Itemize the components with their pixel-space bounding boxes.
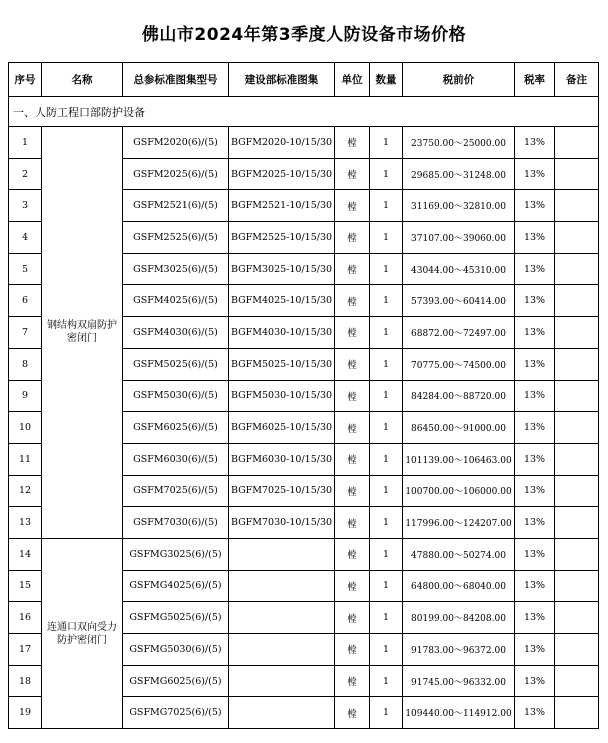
cell-remark (555, 602, 599, 634)
cell-remark (555, 697, 599, 729)
cell-price: 43044.00～45310.00 (403, 253, 515, 285)
cell-price: 117996.00～124207.00 (403, 507, 515, 539)
cell-unit: 樘 (335, 190, 370, 222)
cell-remark (555, 348, 599, 380)
header-unit: 单位 (335, 63, 370, 97)
cell-std: BGFM3025-10/15/30 (229, 253, 335, 285)
cell-std: BGFM4030-10/15/30 (229, 317, 335, 349)
cell-seq: 18 (9, 665, 42, 697)
cell-model: GSFMG5030(6)/(5) (123, 634, 229, 666)
cell-seq: 2 (9, 158, 42, 190)
cell-tax-rate: 13% (515, 697, 555, 729)
cell-std (229, 570, 335, 602)
cell-remark (555, 127, 599, 159)
cell-unit: 樘 (335, 697, 370, 729)
cell-tax-rate: 13% (515, 317, 555, 349)
cell-unit: 樘 (335, 348, 370, 380)
cell-unit: 樘 (335, 253, 370, 285)
cell-model: GSFM7030(6)/(5) (123, 507, 229, 539)
cell-price: 80199.00～84208.00 (403, 602, 515, 634)
cell-remark (555, 222, 599, 254)
cell-tax-rate: 13% (515, 412, 555, 444)
cell-price: 68872.00～72497.00 (403, 317, 515, 349)
cell-tax-rate: 13% (515, 634, 555, 666)
cell-price: 70775.00～74500.00 (403, 348, 515, 380)
cell-seq: 7 (9, 317, 42, 349)
cell-qty: 1 (370, 127, 403, 159)
section-title: 一、人防工程口部防护设备 (9, 97, 599, 127)
cell-unit: 樘 (335, 475, 370, 507)
cell-remark (555, 317, 599, 349)
header-ministry-std: 建设部标准图集 (229, 63, 335, 97)
cell-qty: 1 (370, 475, 403, 507)
cell-qty: 1 (370, 317, 403, 349)
page-title: 佛山市2024年第3季度人防设备市场价格 (141, 25, 467, 45)
cell-tax-rate: 13% (515, 222, 555, 254)
cell-unit: 樘 (335, 570, 370, 602)
cell-remark (555, 253, 599, 285)
cell-std: BGFM7030-10/15/30 (229, 507, 335, 539)
cell-qty: 1 (370, 222, 403, 254)
cell-price: 91783.00～96372.00 (403, 634, 515, 666)
cell-qty: 1 (370, 158, 403, 190)
cell-model: GSFM2020(6)/(5) (123, 127, 229, 159)
cell-qty: 1 (370, 380, 403, 412)
cell-unit: 樘 (335, 317, 370, 349)
cell-price: 101139.00～106463.00 (403, 443, 515, 475)
table-row (9, 538, 599, 570)
cell-seq: 13 (9, 507, 42, 539)
cell-seq: 12 (9, 475, 42, 507)
cell-std: BGFM4025-10/15/30 (229, 285, 335, 317)
cell-unit: 樘 (335, 127, 370, 159)
cell-remark (555, 634, 599, 666)
cell-qty: 1 (370, 253, 403, 285)
cell-seq: 16 (9, 602, 42, 634)
cell-model: GSFM3025(6)/(5) (123, 253, 229, 285)
cell-model: GSFM5030(6)/(5) (123, 380, 229, 412)
header-row (9, 63, 599, 97)
cell-qty: 1 (370, 538, 403, 570)
cell-seq: 15 (9, 570, 42, 602)
header-name: 名称 (42, 63, 123, 97)
cell-tax-rate: 13% (515, 158, 555, 190)
header-general-model: 总参标准图集型号 (123, 63, 229, 97)
cell-seq: 9 (9, 380, 42, 412)
cell-seq: 6 (9, 285, 42, 317)
cell-model: GSFM4025(6)/(5) (123, 285, 229, 317)
section-row (9, 97, 599, 127)
cell-unit: 樘 (335, 538, 370, 570)
cell-std (229, 665, 335, 697)
cell-price: 84284.00～88720.00 (403, 380, 515, 412)
cell-std: BGFM5025-10/15/30 (229, 348, 335, 380)
price-table (8, 62, 599, 729)
cell-tax-rate: 13% (515, 538, 555, 570)
cell-std: BGFM6030-10/15/30 (229, 443, 335, 475)
cell-tax-rate: 13% (515, 285, 555, 317)
cell-model: GSFM7025(6)/(5) (123, 475, 229, 507)
cell-model: GSFM6025(6)/(5) (123, 412, 229, 444)
cell-price: 91745.00～96332.00 (403, 665, 515, 697)
cell-tax-rate: 13% (515, 602, 555, 634)
cell-unit: 樘 (335, 665, 370, 697)
cell-seq: 8 (9, 348, 42, 380)
cell-price: 64800.00～68040.00 (403, 570, 515, 602)
cell-qty: 1 (370, 443, 403, 475)
cell-qty: 1 (370, 665, 403, 697)
header-qty: 数量 (370, 63, 403, 97)
cell-price: 23750.00～25000.00 (403, 127, 515, 159)
cell-remark (555, 380, 599, 412)
cell-seq: 1 (9, 127, 42, 159)
cell-unit: 樘 (335, 158, 370, 190)
cell-price: 31169.00～32810.00 (403, 190, 515, 222)
cell-qty: 1 (370, 570, 403, 602)
cell-unit: 樘 (335, 380, 370, 412)
cell-unit: 樘 (335, 285, 370, 317)
cell-qty: 1 (370, 190, 403, 222)
cell-qty: 1 (370, 412, 403, 444)
cell-unit: 樘 (335, 507, 370, 539)
cell-model: GSFMG6025(6)/(5) (123, 665, 229, 697)
cell-price: 47880.00～50274.00 (403, 538, 515, 570)
cell-seq: 17 (9, 634, 42, 666)
cell-seq: 10 (9, 412, 42, 444)
header-tax-rate: 税率 (515, 63, 555, 97)
header-seq: 序号 (9, 63, 42, 97)
cell-tax-rate: 13% (515, 380, 555, 412)
cell-std: BGFM2521-10/15/30 (229, 190, 335, 222)
cell-tax-rate: 13% (515, 190, 555, 222)
cell-std (229, 697, 335, 729)
cell-qty: 1 (370, 634, 403, 666)
cell-model: GSFMG3025(6)/(5) (123, 538, 229, 570)
cell-qty: 1 (370, 602, 403, 634)
cell-std (229, 538, 335, 570)
cell-unit: 樘 (335, 634, 370, 666)
cell-tax-rate: 13% (515, 507, 555, 539)
cell-price: 37107.00～39060.00 (403, 222, 515, 254)
cell-model: GSFMG5025(6)/(5) (123, 602, 229, 634)
cell-model: GSFM4030(6)/(5) (123, 317, 229, 349)
cell-seq: 5 (9, 253, 42, 285)
cell-price: 86450.00～91000.00 (403, 412, 515, 444)
cell-remark (555, 412, 599, 444)
cell-model: GSFM2025(6)/(5) (123, 158, 229, 190)
group-name-steel-double-door: 钢结构双扇防护密闭门 (42, 127, 123, 539)
cell-remark (555, 475, 599, 507)
cell-seq: 3 (9, 190, 42, 222)
cell-price: 100700.00～106000.00 (403, 475, 515, 507)
cell-qty: 1 (370, 285, 403, 317)
cell-tax-rate: 13% (515, 475, 555, 507)
cell-std: BGFM2025-10/15/30 (229, 158, 335, 190)
cell-qty: 1 (370, 697, 403, 729)
cell-remark (555, 443, 599, 475)
cell-remark (555, 190, 599, 222)
cell-model: GSFMG7025(6)/(5) (123, 697, 229, 729)
cell-unit: 樘 (335, 412, 370, 444)
cell-tax-rate: 13% (515, 443, 555, 475)
table-row (9, 127, 599, 159)
cell-std: BGFM7025-10/15/30 (229, 475, 335, 507)
cell-remark (555, 570, 599, 602)
cell-unit: 樘 (335, 602, 370, 634)
cell-remark (555, 285, 599, 317)
cell-std: BGFM2020-10/15/30 (229, 127, 335, 159)
cell-unit: 樘 (335, 443, 370, 475)
cell-seq: 14 (9, 538, 42, 570)
cell-remark (555, 665, 599, 697)
cell-std (229, 602, 335, 634)
cell-std: BGFM6025-10/15/30 (229, 412, 335, 444)
cell-tax-rate: 13% (515, 570, 555, 602)
header-remark: 备注 (555, 63, 599, 97)
group-name-connecting-door: 连通口双向受力防护密闭门 (42, 538, 123, 728)
cell-seq: 4 (9, 222, 42, 254)
cell-std (229, 634, 335, 666)
header-pretax: 税前价 (403, 63, 515, 97)
cell-tax-rate: 13% (515, 348, 555, 380)
cell-model: GSFM2521(6)/(5) (123, 190, 229, 222)
cell-price: 29685.00～31248.00 (403, 158, 515, 190)
cell-seq: 19 (9, 697, 42, 729)
cell-remark (555, 507, 599, 539)
cell-price: 109440.00～114912.00 (403, 697, 515, 729)
cell-qty: 1 (370, 348, 403, 380)
cell-unit: 樘 (335, 222, 370, 254)
cell-model: GSFMG4025(6)/(5) (123, 570, 229, 602)
cell-seq: 11 (9, 443, 42, 475)
cell-qty: 1 (370, 507, 403, 539)
cell-model: GSFM5025(6)/(5) (123, 348, 229, 380)
cell-tax-rate: 13% (515, 665, 555, 697)
cell-tax-rate: 13% (515, 127, 555, 159)
cell-remark (555, 158, 599, 190)
cell-std: BGFM5030-10/15/30 (229, 380, 335, 412)
cell-tax-rate: 13% (515, 253, 555, 285)
cell-model: GSFM6030(6)/(5) (123, 443, 229, 475)
cell-remark (555, 538, 599, 570)
cell-std: BGFM2525-10/15/30 (229, 222, 335, 254)
cell-model: GSFM2525(6)/(5) (123, 222, 229, 254)
cell-price: 57393.00～60414.00 (403, 285, 515, 317)
